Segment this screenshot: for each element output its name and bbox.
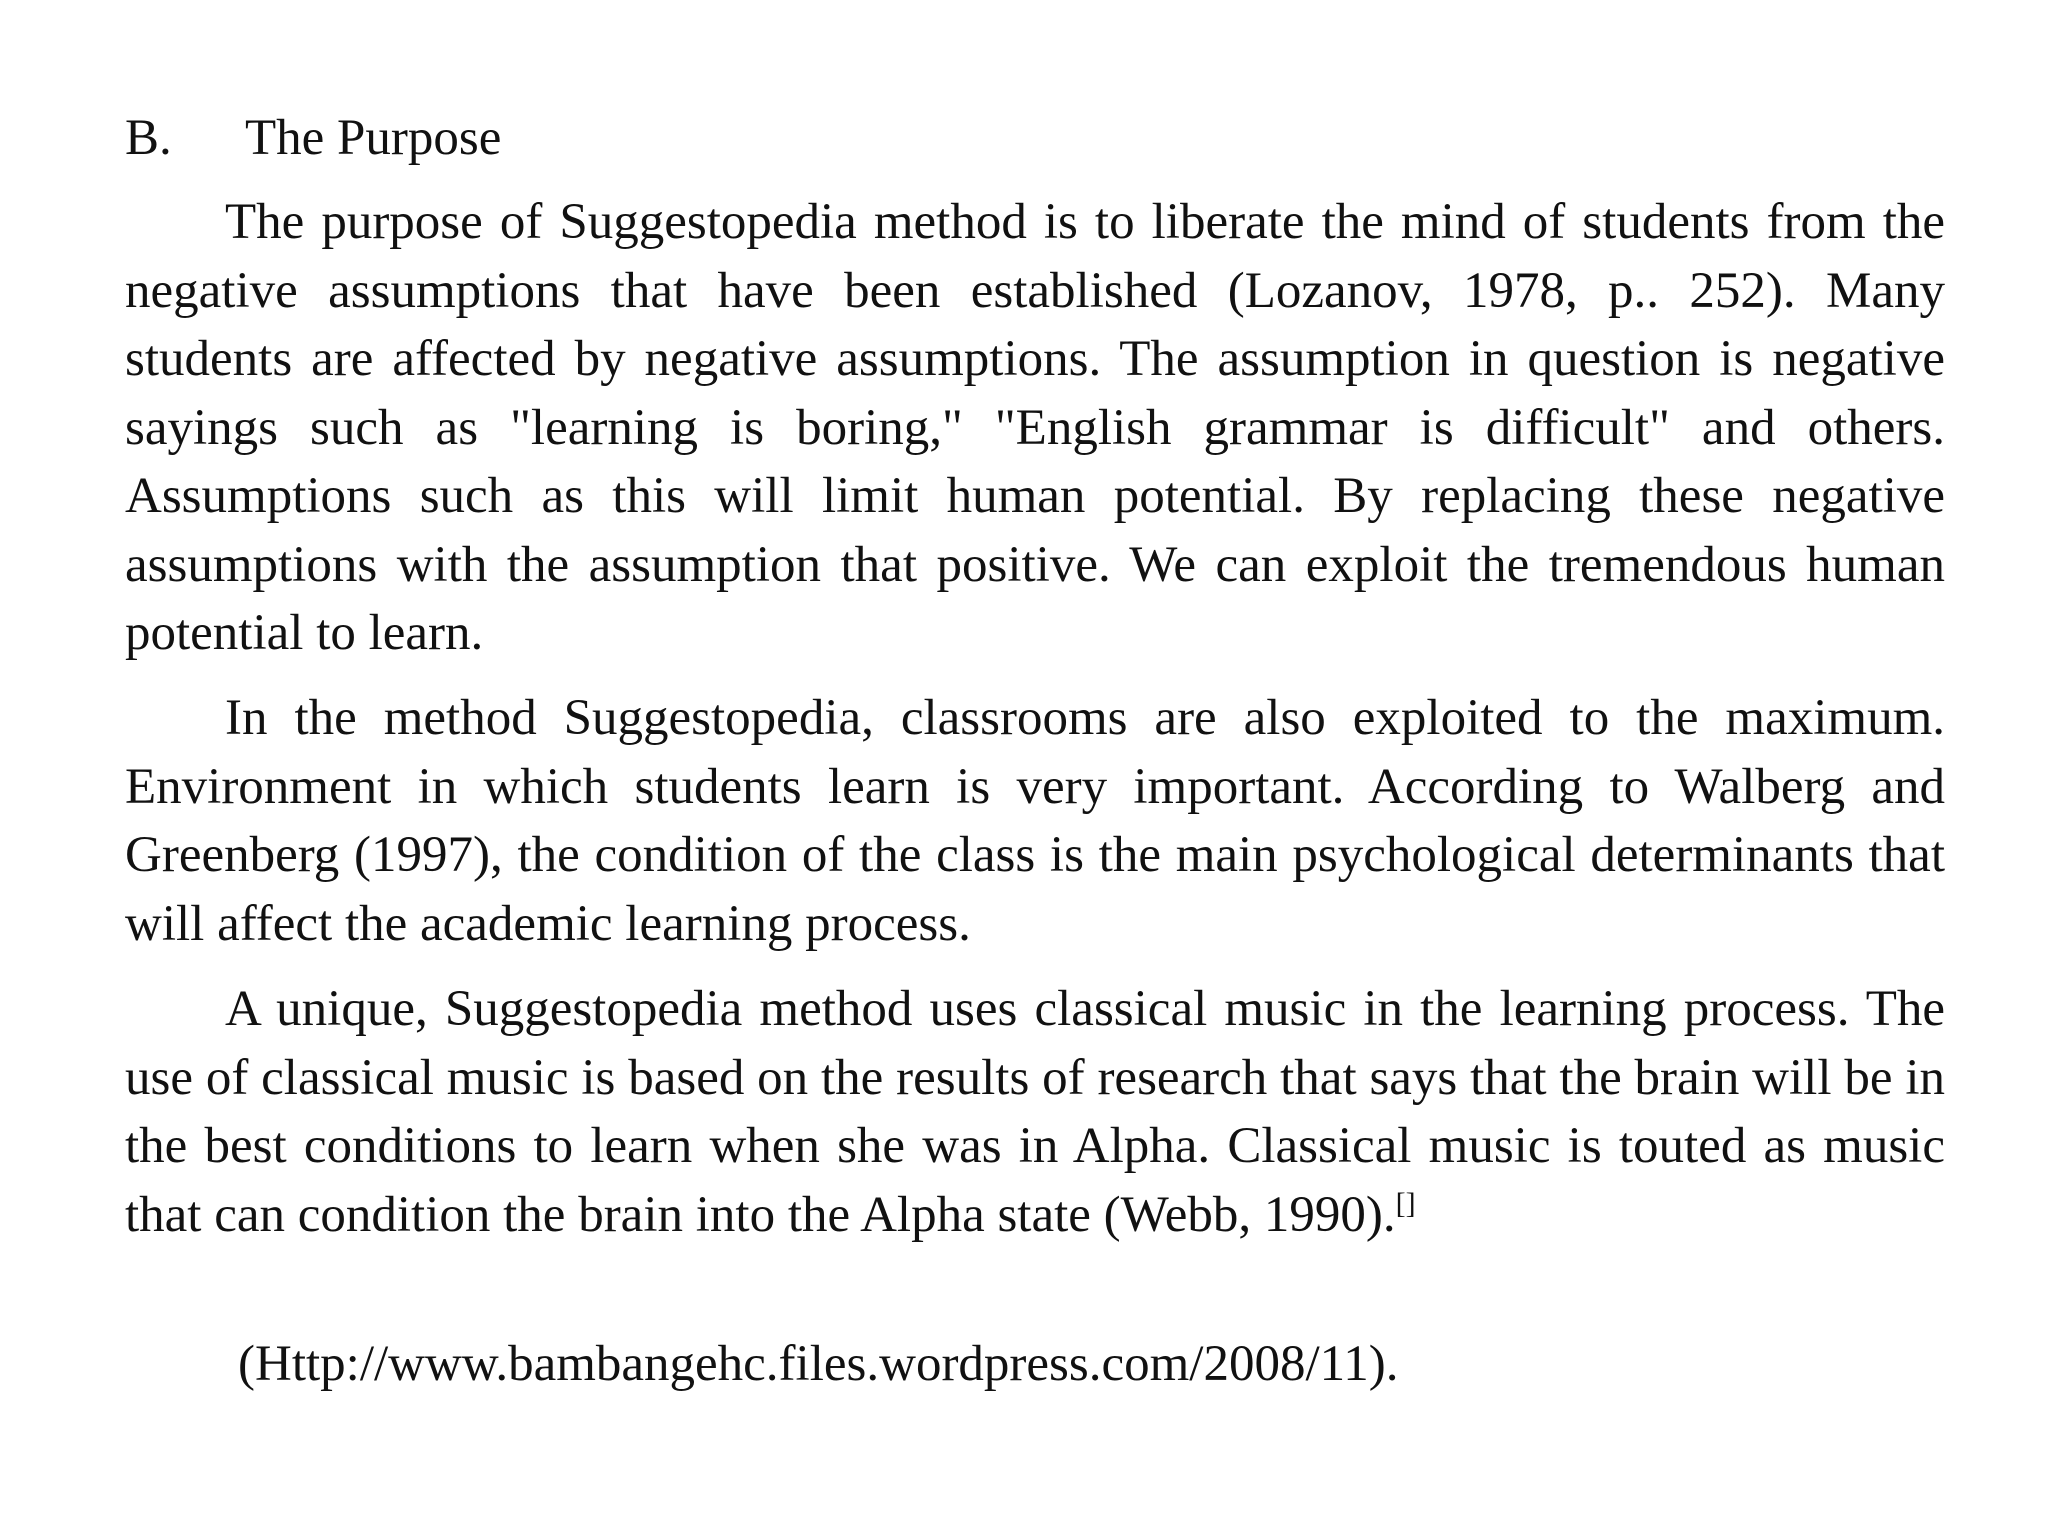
paragraph-purpose (125, 188, 1945, 668)
paragraph-1-text: The purpose of Suggestopedia method is to liberate the mind of students from the negative assumptions that have been established (Lozanov, 1978, p.. 252). Many students are affected by negative assumptions. The assumption in question is negative sayings such as "learning is boring," "English grammar is difficult" and others. Assumptions such as this will limit human potential. By replacing these negative assumptions with the assumption that positive. We can exploit the tremendous human potential to learn. (125, 194, 1945, 661)
paragraph-music (125, 975, 1945, 1249)
section-title: The Purpose (245, 110, 502, 166)
footnote-marker: [] (1395, 1186, 1416, 1220)
section-heading (125, 104, 501, 172)
source-url: (Http://www.bambangehc.files.wordpress.com/2008/11). (238, 1336, 1399, 1392)
paragraph-2-text: In the method Suggestopedia, classrooms are also exploited to the maximum. Environment in which students learn is very important. According to Walberg and Greenberg (1997), the condition of the class is the main psychological determinants that will affect the academic learning process. (125, 690, 1945, 952)
paragraph-3-text: A unique, Suggestopedia method uses classical music in the learning process. The use of classical music is based on the results of research that says that the brain will be in the best conditions to learn when she was in Alpha. Classical music is touted as music that can condition the brain into the Alpha state (Webb, 1990). (125, 981, 1945, 1243)
section-number: B. (125, 110, 172, 166)
paragraph-classroom (125, 684, 1945, 958)
